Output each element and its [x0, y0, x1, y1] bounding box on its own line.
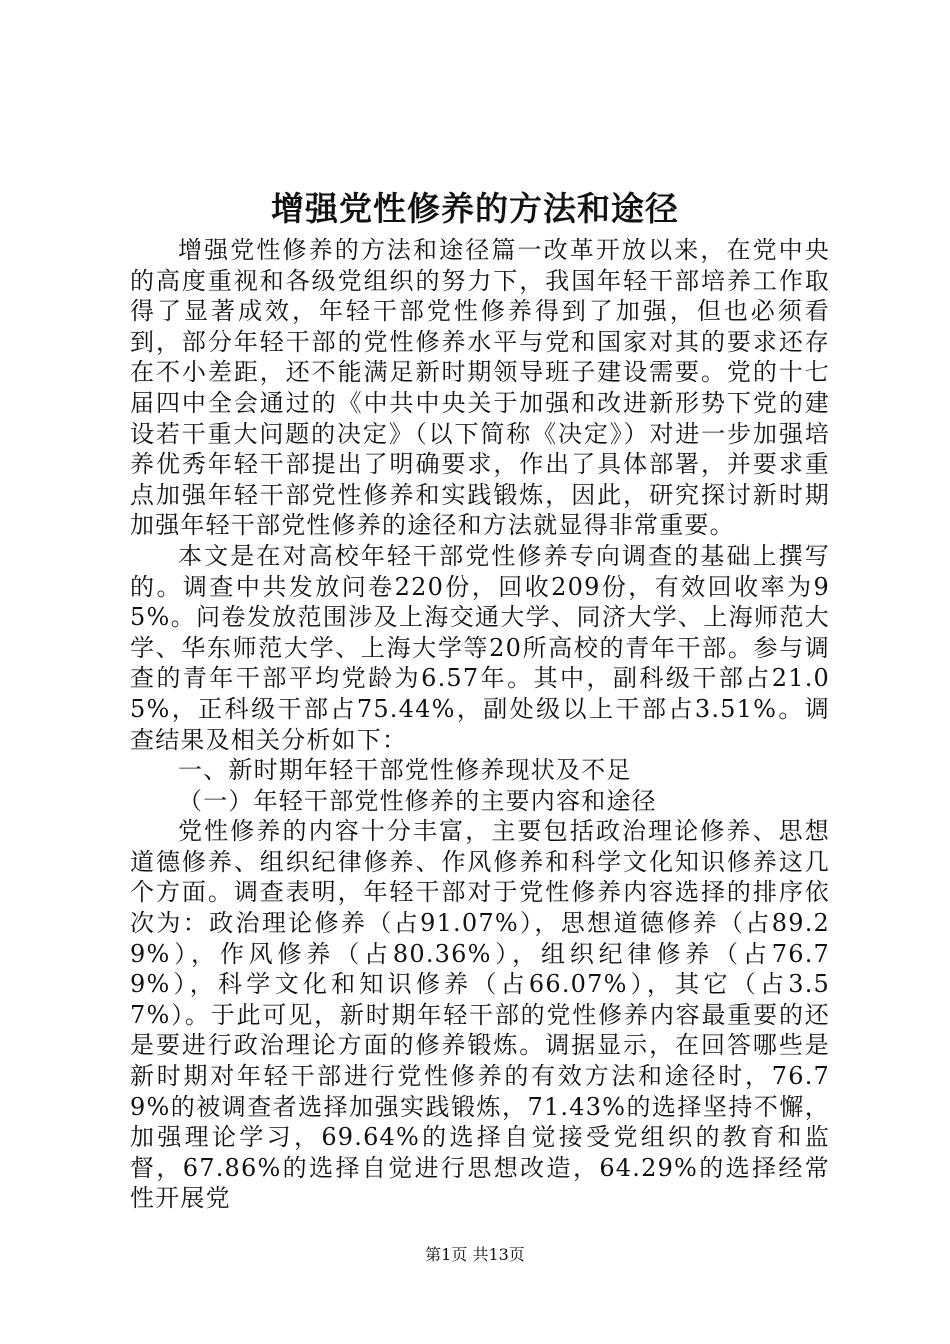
section-heading: 一、新时期年轻干部党性修养现状及不足 [178, 756, 632, 785]
paragraph-content: 党性修养的内容十分丰富，主要包括政治理论修养、思想道德修养、组织纪律修养、作风修养和科学文化知识修养这几个方面。调查表明，年轻干部对于党性修养内容选择的排序依次为：政治理论修养（占91.07%），思想道德修养（占89.29%），作风修养（占80.36%），组织纪律修养（占76.79%），科学文化和知识修养（占66.07%），其它（占3.57%）。于此可见，新时期年轻干部的党性修养内容最重要的还是要进行政治理论方面的修养锻炼。调据显示，在回答哪些是新时期对年轻干部进行党性修养的有效方法和途径时，76.79%的被调查者选择加强实践锻炼，71.43%的选择坚持不懈，加强理论学习，69.64%的选择自觉接受党组织的教育和监督，67.86%的选择自觉进行思想改造，64.29%的选择经常性开展党 [130, 817, 830, 1213]
page-footer: 第1页 共13页 [425, 1245, 525, 1264]
paragraph-intro: 增强党性修养的方法和途径篇一改革开放以来，在党中央的高度重视和各级党组织的努力下，我国年轻干部培养工作取得了显著成效，年轻干部党性修养得到了加强，但也必须看到，部分年轻干部的党性修养水平与党和国家对其的要求还存在不小差距，还不能满足新时期领导班子建设需要。党的十七届四中全会通过的《中共中央关于加强和改进新形势下党的建设若干重大问题的决定》（以下简称《决定》）对进一步加强培养优秀年轻干部提出了明确要求，作出了具体部署，并要求重点加强年轻干部党性修养和实践锻炼，因此，研究探讨新时期加强年轻干部党性修养的途径和方法就显得非常重要。 [130, 236, 830, 540]
document-title: 增强党性修养的方法和途径 [271, 189, 679, 228]
subsection-heading: （一）年轻干部党性修养的主要内容和途径 [178, 786, 657, 815]
document-body [130, 235, 830, 1214]
paragraph-survey: 本文是在对高校年轻干部党性修养专向调查的基础上撰写的。调查中共发放问卷220份，回收209份，有效回收率为95%。问卷发放范围涉及上海交通大学、同济大学、上海师范大学、华东师范大学、上海大学等20所高校的青年干部。参与调查的青年干部平均党龄为6.57年。其中，副科级干部占21.05%，正科级干部占75.44%，副处级以上干部占3.51%。调查结果及相关分析如下： [130, 541, 830, 754]
